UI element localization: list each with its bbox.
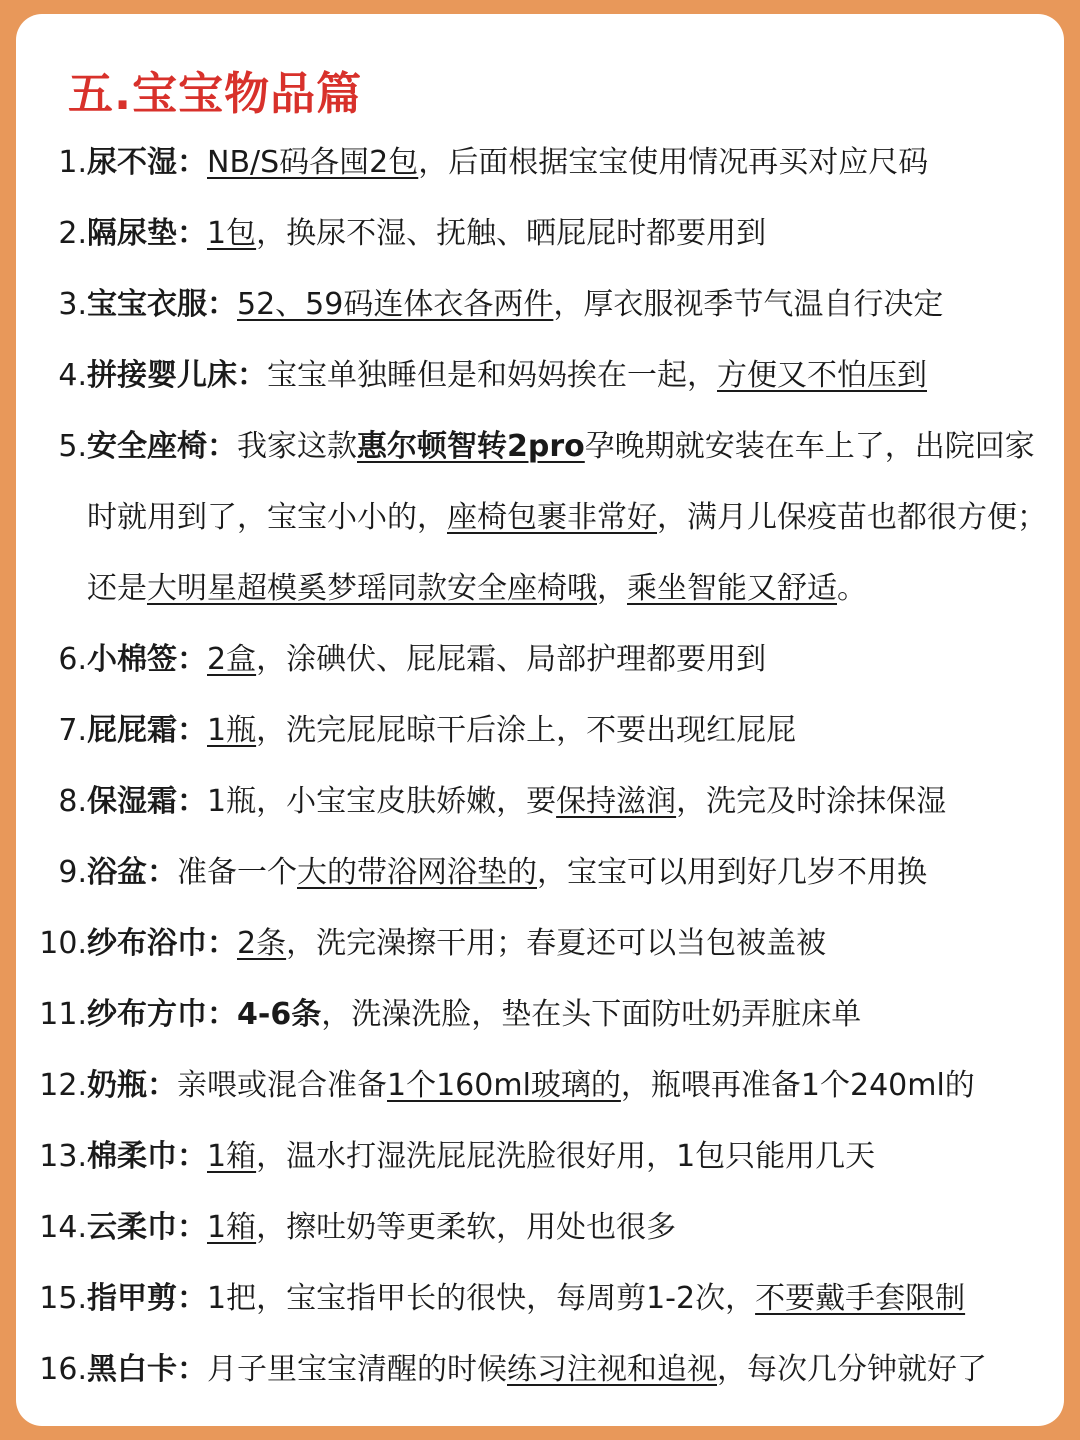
underlined-text: 52、59码连体衣各两件 xyxy=(237,287,554,322)
item-detail: ，厚衣服视季节气温自行决定 xyxy=(553,287,944,322)
item-detail: 4-6条 xyxy=(237,997,322,1032)
list-item xyxy=(16,695,1064,766)
list-item xyxy=(16,1121,1064,1192)
item-number: 14. xyxy=(39,1210,87,1245)
list-item xyxy=(16,1192,1064,1263)
underlined-text: 2盒 xyxy=(207,642,257,677)
underlined-text: 1个160ml玻璃的 xyxy=(387,1068,621,1103)
underlined-text: 保持滋润 xyxy=(556,784,677,819)
item-number: 12. xyxy=(39,1068,87,1103)
underlined-text: 1包 xyxy=(207,216,257,251)
item-text xyxy=(87,908,1057,979)
underlined-text: 2条 xyxy=(237,926,287,961)
item-label: 纱布浴巾： xyxy=(87,926,237,961)
item-label: 棉柔巾： xyxy=(87,1139,207,1174)
item-label: 黑白卡： xyxy=(87,1352,207,1387)
item-label: 尿不湿： xyxy=(87,145,207,180)
item-detail: 宝宝单独睡但是和妈妈挨在一起， xyxy=(267,358,717,393)
list-item xyxy=(16,837,1064,908)
item-number: 9. xyxy=(58,855,87,890)
list-item xyxy=(16,766,1064,837)
item-number: 13. xyxy=(39,1139,87,1174)
underlined-text: 惠尔顿智转2pro xyxy=(357,429,585,464)
item-label: 指甲剪： xyxy=(87,1281,207,1316)
item-text xyxy=(87,837,1057,908)
item-text xyxy=(87,127,1057,198)
item-label: 奶瓶： xyxy=(87,1068,177,1103)
item-detail: ，温水打湿洗屁屁洗脸很好用，1包只能用几天 xyxy=(256,1139,876,1174)
page-title: 五.宝宝物品篇 xyxy=(68,67,363,120)
item-detail: 我家这款 xyxy=(237,429,357,464)
item-label: 小棉签： xyxy=(87,642,207,677)
list-item xyxy=(16,340,1064,411)
item-number: 1. xyxy=(58,145,87,180)
underlined-text: NB/S码各囤2包 xyxy=(207,145,419,180)
item-text xyxy=(87,695,1057,766)
item-label: 云柔巾： xyxy=(87,1210,207,1245)
list-item xyxy=(16,1334,1064,1405)
item-number: 16. xyxy=(39,1352,87,1387)
item-text xyxy=(87,269,1057,340)
item-number: 4. xyxy=(58,358,87,393)
item-label: 拼接婴儿床： xyxy=(87,358,267,393)
item-number: 10. xyxy=(39,926,87,961)
underlined-text: 方便又不怕压到 xyxy=(717,358,927,393)
item-detail: 孕晚期就安装在车上了，出院回家时就用到了，宝宝小小的， xyxy=(87,429,1035,535)
item-text xyxy=(87,198,1057,269)
item-text xyxy=(87,340,1057,411)
item-number: 8. xyxy=(58,784,87,819)
list-item xyxy=(16,908,1064,979)
item-detail: ，洗澡洗脸，垫在头下面防吐奶弄脏床单 xyxy=(321,997,862,1032)
item-detail: ，洗完屁屁晾干后涂上，不要出现红屁屁 xyxy=(256,713,797,748)
item-number: 2. xyxy=(58,216,87,251)
item-detail: 1瓶，小宝宝皮肤娇嫩，要 xyxy=(207,784,557,819)
list-item xyxy=(16,624,1064,695)
item-text xyxy=(87,979,1057,1050)
item-detail: ，瓶喂再准备1个240ml的 xyxy=(620,1068,975,1103)
list-item xyxy=(16,127,1064,198)
item-text xyxy=(87,1192,1057,1263)
item-detail: ，后面根据宝宝使用情况再买对应尺码 xyxy=(418,145,929,180)
item-detail: ，洗完澡擦干用；春夏还可以当包被盖被 xyxy=(286,926,827,961)
item-number: 15. xyxy=(39,1281,87,1316)
item-label: 宝宝衣服： xyxy=(87,287,237,322)
item-label: 屁屁霜： xyxy=(87,713,207,748)
item-number: 5. xyxy=(58,429,87,464)
item-detail: ，涂碘伏、屁屁霜、局部护理都要用到 xyxy=(256,642,767,677)
item-text xyxy=(87,766,1057,837)
underlined-text: 不要戴手套限制 xyxy=(755,1281,966,1316)
item-label: 安全座椅： xyxy=(87,429,237,464)
item-number: 7. xyxy=(58,713,87,748)
item-detail: ，换尿不湿、抚触、晒屁屁时都要用到 xyxy=(256,216,767,251)
underlined-text: 练习注视和追视 xyxy=(507,1352,717,1387)
item-detail: ，满月儿保疫苗也都很方便；还是 xyxy=(87,500,1047,606)
item-detail: 准备一个 xyxy=(177,855,297,890)
underlined-text: 座椅包裹非常好 xyxy=(447,500,657,535)
item-label: 保湿霜： xyxy=(87,784,207,819)
item-list xyxy=(16,127,1064,1405)
item-text xyxy=(87,1334,1057,1405)
item-number: 3. xyxy=(58,287,87,322)
item-text xyxy=(87,1263,1057,1334)
item-label: 浴盆： xyxy=(87,855,177,890)
item-detail: 月子里宝宝清醒的时候 xyxy=(207,1352,507,1387)
underlined-text: 1箱 xyxy=(207,1139,257,1174)
item-text xyxy=(87,1121,1057,1192)
list-item xyxy=(16,979,1064,1050)
underlined-text: 1箱 xyxy=(207,1210,257,1245)
underlined-text: 1瓶 xyxy=(207,713,257,748)
item-text xyxy=(87,1050,1057,1121)
item-detail: ，宝宝可以用到好几岁不用换 xyxy=(537,855,927,890)
item-detail: 1把，宝宝指甲长的很快，每周剪1-2次， xyxy=(207,1281,756,1316)
item-number: 11. xyxy=(39,997,87,1032)
item-label: 隔尿垫： xyxy=(87,216,207,251)
item-text xyxy=(87,624,1057,695)
item-detail: ，每次几分钟就好了 xyxy=(717,1352,987,1387)
item-label: 纱布方巾： xyxy=(87,997,237,1032)
item-detail: 。 xyxy=(837,571,867,606)
underlined-text: 大的带浴网浴垫的 xyxy=(297,855,537,890)
underlined-text: 大明星超模奚梦瑶同款安全座椅哦 xyxy=(147,571,597,606)
item-number: 6. xyxy=(58,642,87,677)
list-item xyxy=(16,1263,1064,1334)
list-item xyxy=(16,411,1064,624)
list-item xyxy=(16,1050,1064,1121)
item-detail: ， xyxy=(597,571,627,606)
list-item xyxy=(16,198,1064,269)
list-item xyxy=(16,269,1064,340)
content-card xyxy=(16,14,1064,1426)
item-detail: 亲喂或混合准备 xyxy=(177,1068,387,1103)
item-text xyxy=(87,411,1057,624)
item-detail: ，洗完及时涂抹保湿 xyxy=(676,784,947,819)
item-detail: ，擦吐奶等更柔软，用处也很多 xyxy=(256,1210,677,1245)
underlined-text: 乘坐智能又舒适 xyxy=(627,571,837,606)
